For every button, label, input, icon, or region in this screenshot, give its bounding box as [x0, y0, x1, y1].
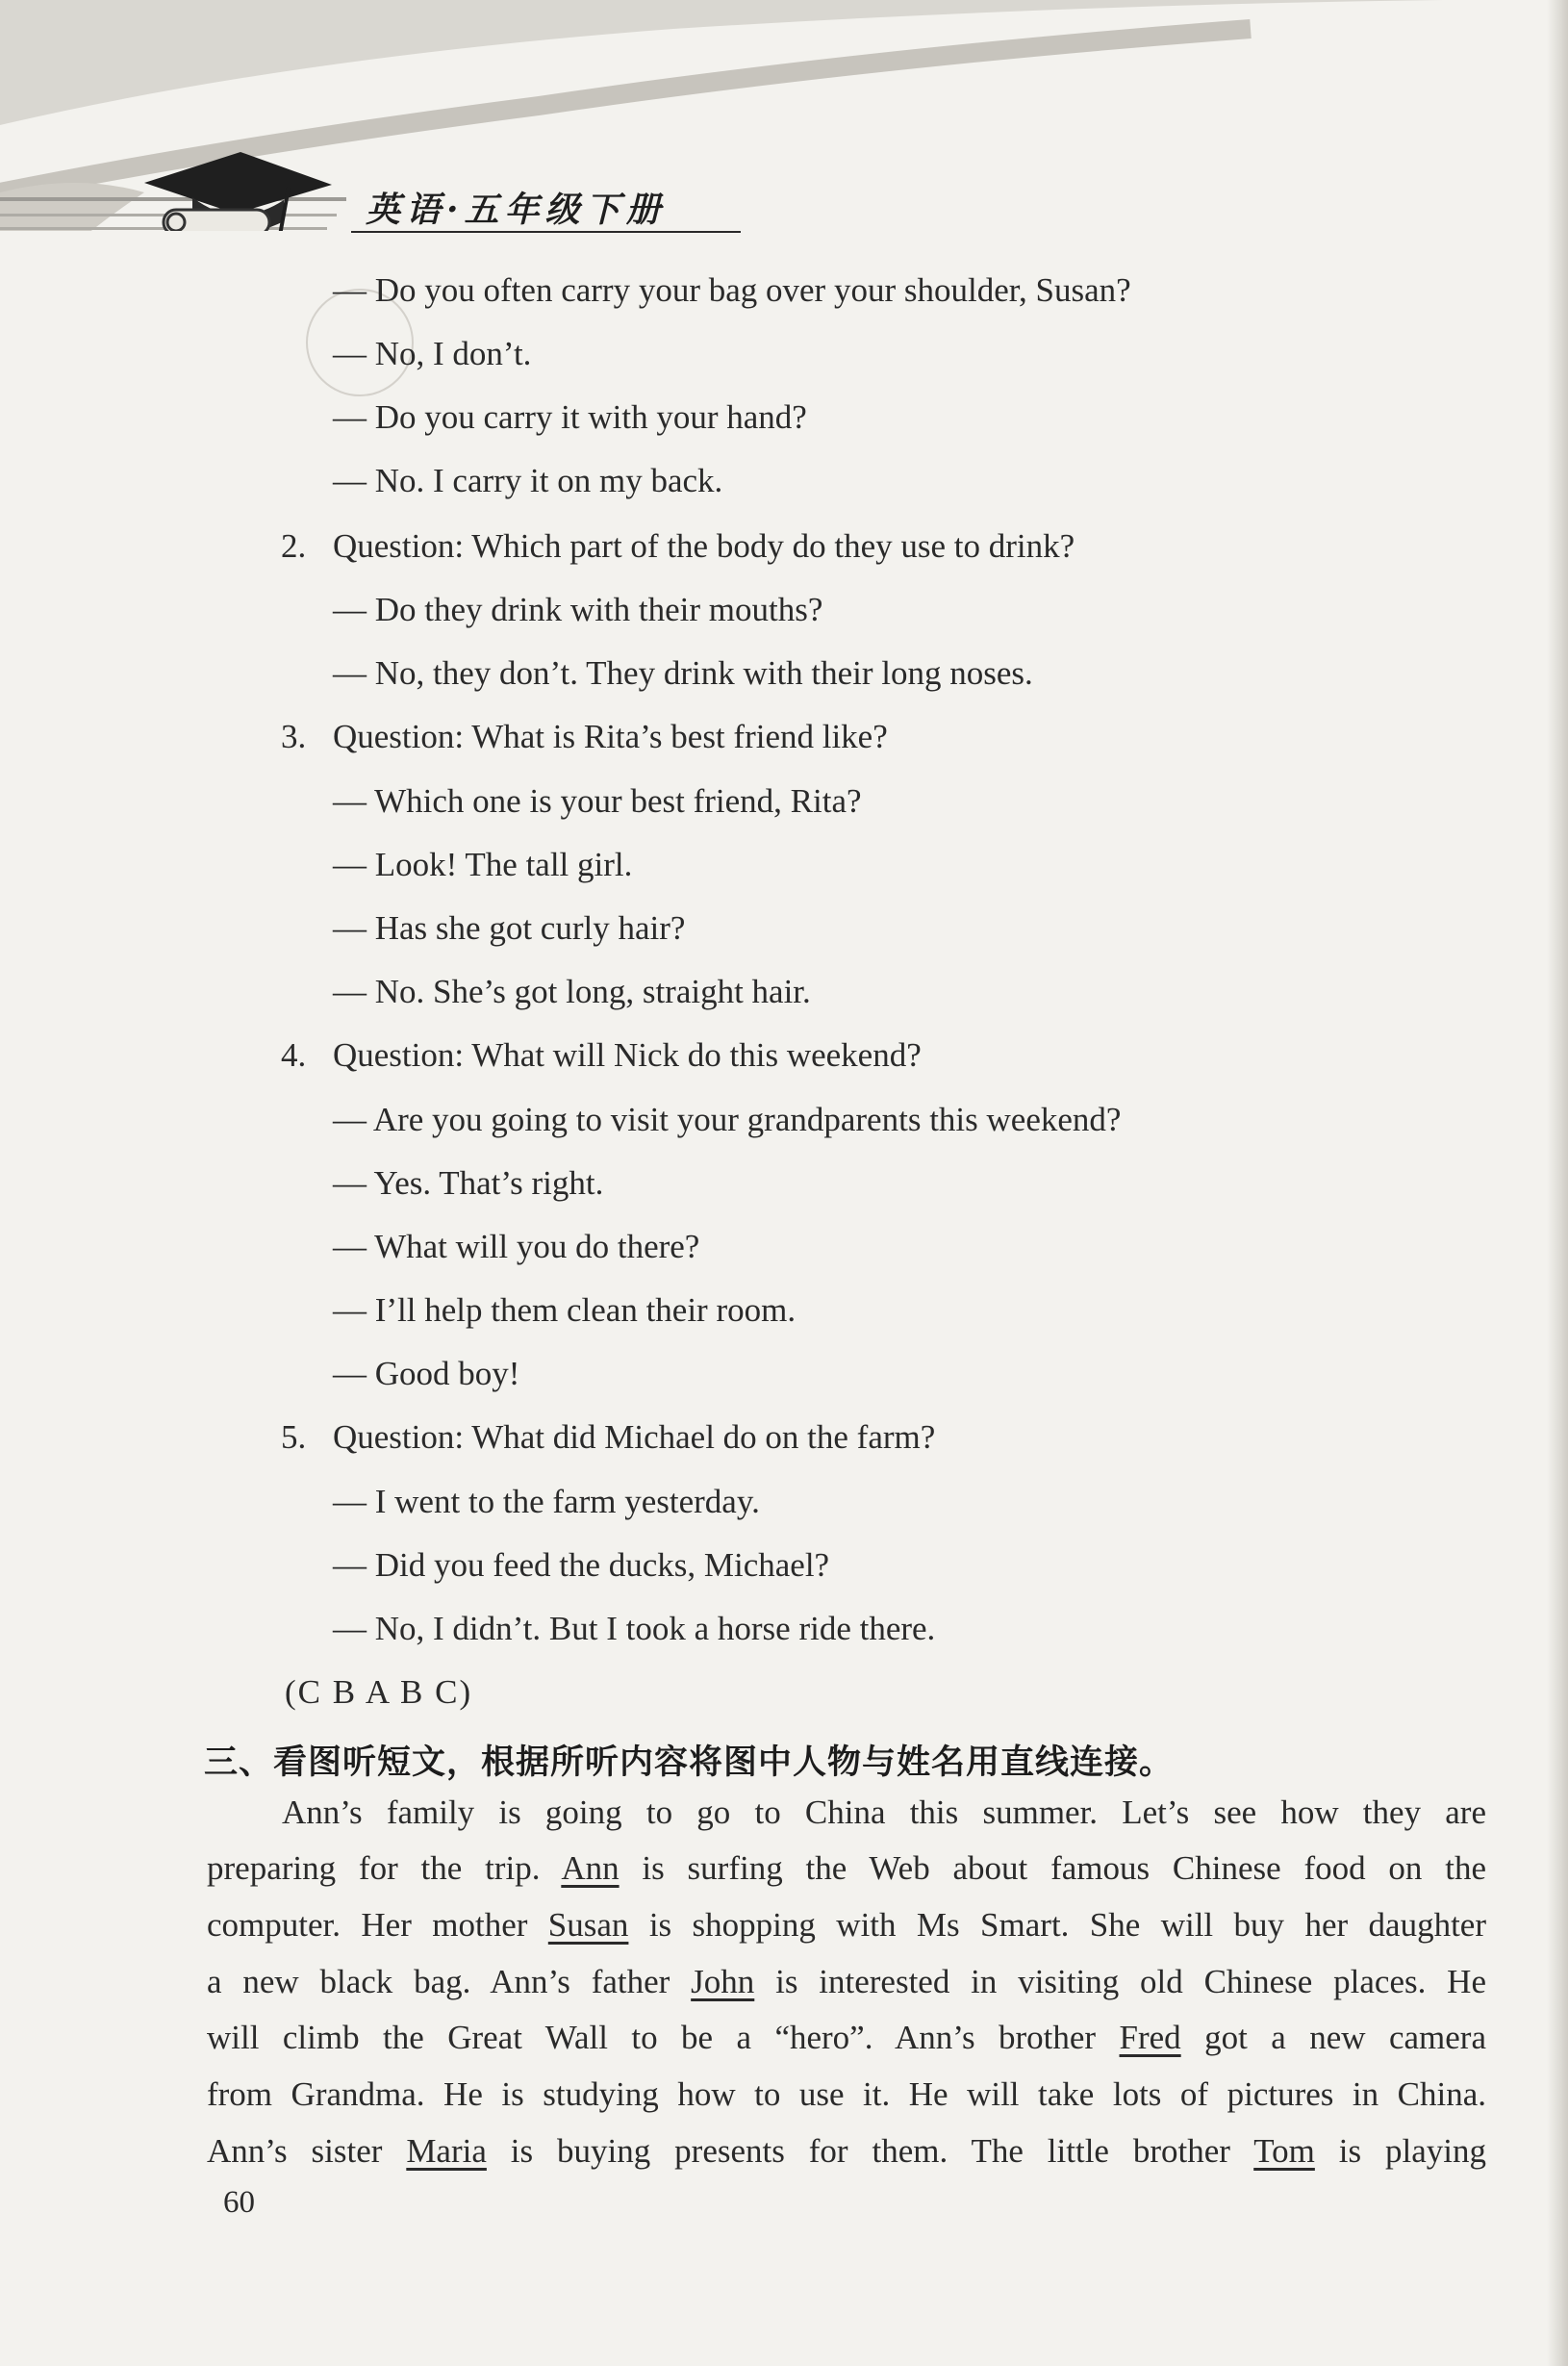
dialog-line: — Good boy! [333, 1355, 520, 1392]
question-text: Question: What did Michael do on the farm? [333, 1418, 936, 1456]
question-text: Question: Which part of the body do they use to drink? [333, 527, 1075, 565]
paragraph-line: from Grandma. He is studying how to use it. He will take lots of pictures in China. [207, 2075, 1486, 2113]
paragraph-line: Ann’s sister Maria is buying presents for them. The little brother Tom is playing [207, 2132, 1487, 2170]
dialog-line: — Which one is your best friend, Rita? [333, 782, 862, 820]
name-john: John [691, 1963, 755, 2000]
dialog-line: — Look! The tall girl. [333, 846, 633, 883]
dialog-line: — No, they don’t. They drink with their long noses. [333, 654, 1033, 692]
section-heading: 三、看图听短文，根据所听内容将图中人物与姓名用直线连接。 [204, 1743, 1175, 1782]
name-tom: Tom [1253, 2132, 1315, 2170]
question-number: 2. [281, 527, 307, 565]
paragraph-line: preparing for the trip. Ann is surfing the Web about famous Chinese food on the [207, 1849, 1486, 1887]
diploma-scroll-icon [164, 210, 269, 231]
dialog-line: — Do they drink with their mouths? [333, 591, 823, 628]
dialog-line: — Do you carry it with your hand? [333, 398, 807, 436]
name-susan: Susan [547, 1906, 629, 1944]
dialog-line: — Are you going to visit your grandparents this weekend? [333, 1101, 1122, 1138]
paragraph-line: Ann’s family is going to go to China this summer. Let’s see how they are [282, 1794, 1486, 1831]
header-decoration [0, 0, 1568, 231]
name-ann: Ann [561, 1849, 620, 1887]
paragraph-line: will climb the Great Wall to be a “hero”. Ann’s brother Fred got a new camera [207, 2019, 1486, 2056]
name-maria: Maria [406, 2132, 487, 2170]
paragraph-line: computer. Her mother Susan is shopping with Ms Smart. She will buy her daughter [207, 1906, 1486, 1944]
dialog-line: — No, I didn’t. But I took a horse ride there. [333, 1610, 936, 1647]
dialog-line: — Has she got curly hair? [333, 909, 686, 947]
question-3 [281, 716, 888, 758]
dialog-line: — What will you do there? [333, 1228, 700, 1265]
question-5 [281, 1416, 935, 1459]
answer-key: (C B A B C) [285, 1673, 473, 1711]
dialog-line: — Do you often carry your bag over your shoulder, Susan? [333, 271, 1131, 309]
running-header-title: 英语·五年级下册 [366, 190, 667, 230]
dialog-line: — I’ll help them clean their room. [333, 1291, 797, 1329]
dialog-line: — No, I don’t. [333, 335, 532, 372]
question-2 [281, 525, 1075, 568]
question-number: 5. [281, 1418, 307, 1456]
question-number: 3. [281, 718, 307, 755]
name-fred: Fred [1119, 2019, 1181, 2056]
dialog-line: — Did you feed the ducks, Michael? [333, 1546, 830, 1584]
header-underline [351, 231, 741, 233]
paragraph-line: a new black bag. Ann’s father John is interested in visiting old Chinese places. He [207, 1963, 1486, 2000]
question-4 [281, 1034, 922, 1077]
dialog-line: — I went to the farm yesterday. [333, 1483, 760, 1520]
dialog-line: — Yes. That’s right. [333, 1164, 604, 1202]
question-text: Question: What is Rita’s best friend like? [333, 718, 888, 755]
question-text: Question: What will Nick do this weekend? [333, 1036, 922, 1074]
page-edge-shadow [1547, 0, 1568, 2366]
dialog-line: — No. I carry it on my back. [333, 462, 723, 499]
dialog-line: — No. She’s got long, straight hair. [333, 973, 811, 1010]
page-number: 60 [223, 2185, 255, 2220]
question-number: 4. [281, 1036, 307, 1074]
